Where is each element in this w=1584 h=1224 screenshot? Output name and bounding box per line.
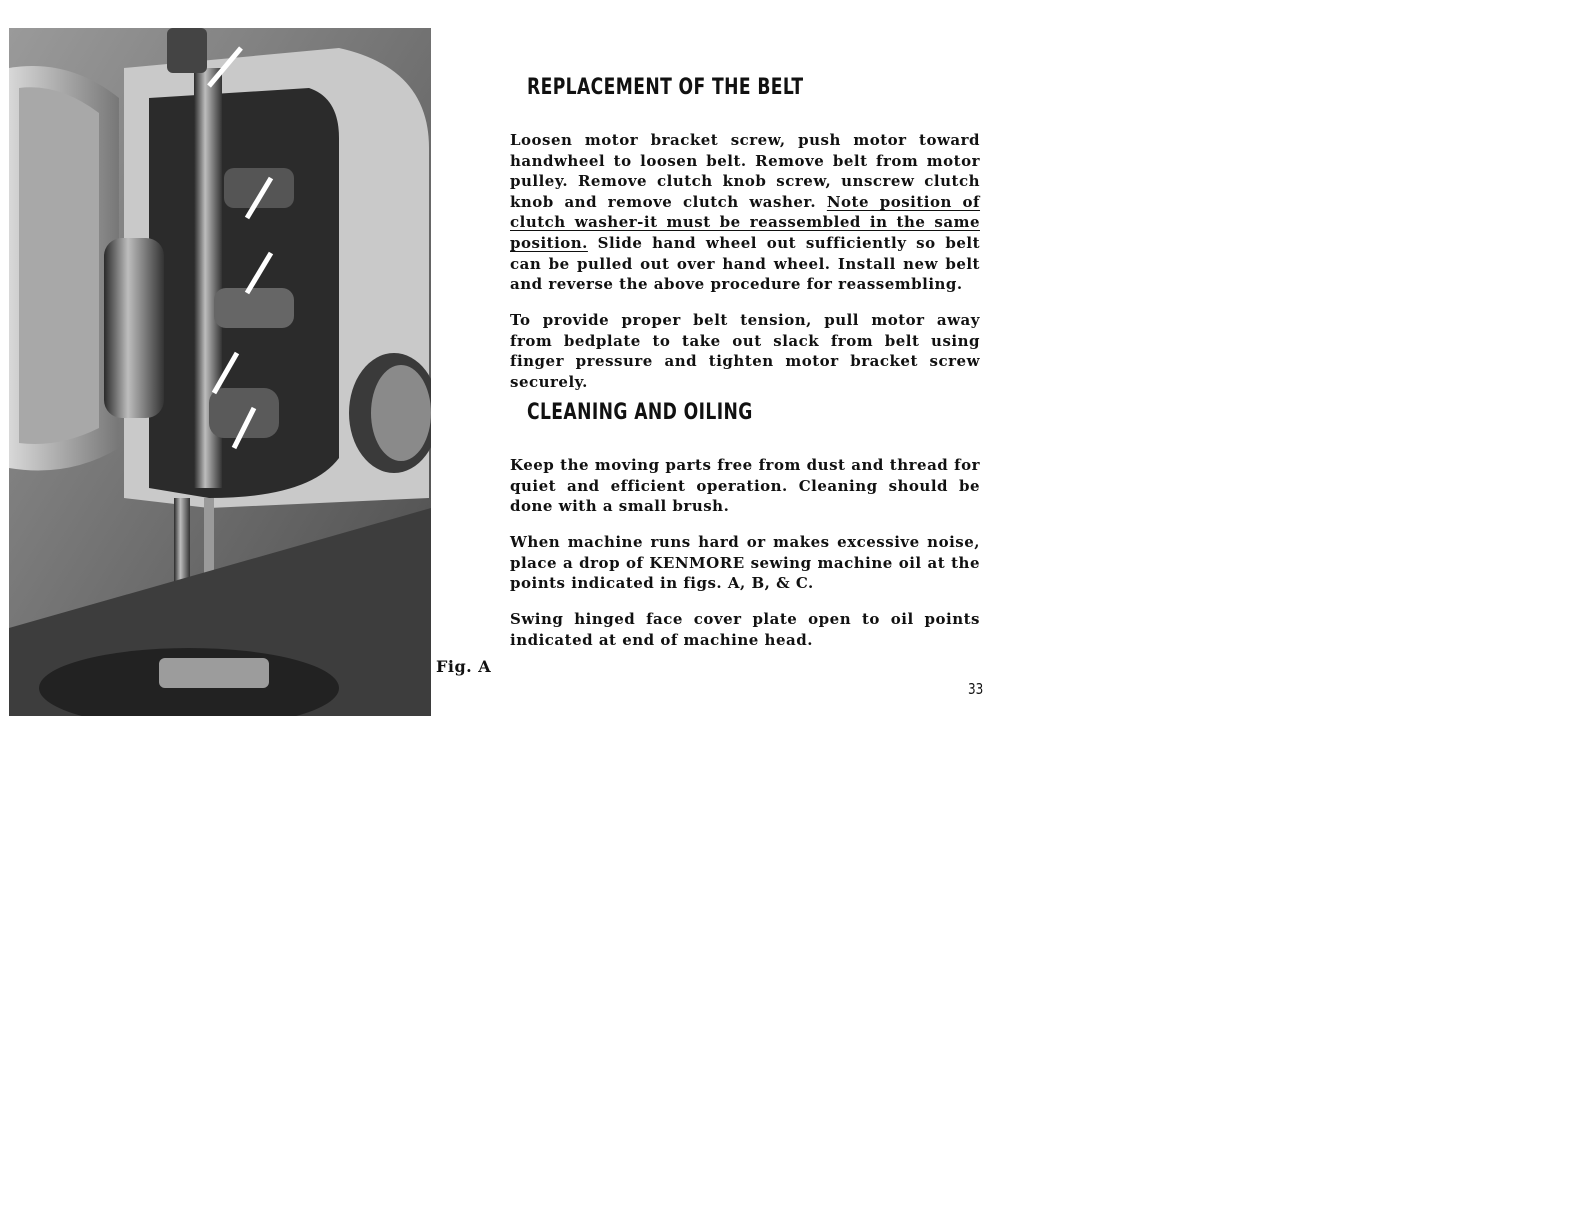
page-number: 33 (968, 680, 984, 698)
paragraph-oiling: When machine runs hard or makes excessive noise, place a drop of KENMORE sewing machine oil at the points indicated in figs. A, B, & C. (510, 533, 980, 593)
heading-cleaning-and-oiling: CLEANING AND OILING (527, 400, 753, 425)
belt-steps-underlined-note: Note position of clutch washer-it must be reassembled in the same position. (510, 192, 981, 252)
sewing-machine-head-photo (9, 28, 431, 716)
paragraph-belt-replacement-steps (510, 130, 980, 295)
paragraph-cleaning: Keep the moving parts free from dust and thread for quiet and efficient operation. Cleaning should be done with a small brush. (510, 456, 980, 516)
sewing-machine-illustration (9, 28, 431, 716)
belt-steps-text-before: Loosen motor bracket screw, push motor toward handwheel to loosen belt. Remove belt from motor pulley. Remove clutch knob screw, unscrew clutch knob and remove clutch washer. (510, 131, 980, 211)
paragraph-belt-tension: To provide proper belt tension, pull motor away from bedplate to take out slack from belt using finger pressure and tighten motor bracket screw securely. (510, 311, 980, 391)
belt-steps-text-after: Slide hand wheel out sufficiently so belt can be pulled out over hand wheel. Install new belt and reverse the above procedure for reassembling. (510, 233, 980, 294)
paragraph-face-cover: Swing hinged face cover plate open to oil points indicated at end of machine head. (510, 610, 980, 649)
figure-caption: Fig. A (436, 657, 492, 676)
heading-replacement-of-belt: REPLACEMENT OF THE BELT (527, 75, 804, 100)
